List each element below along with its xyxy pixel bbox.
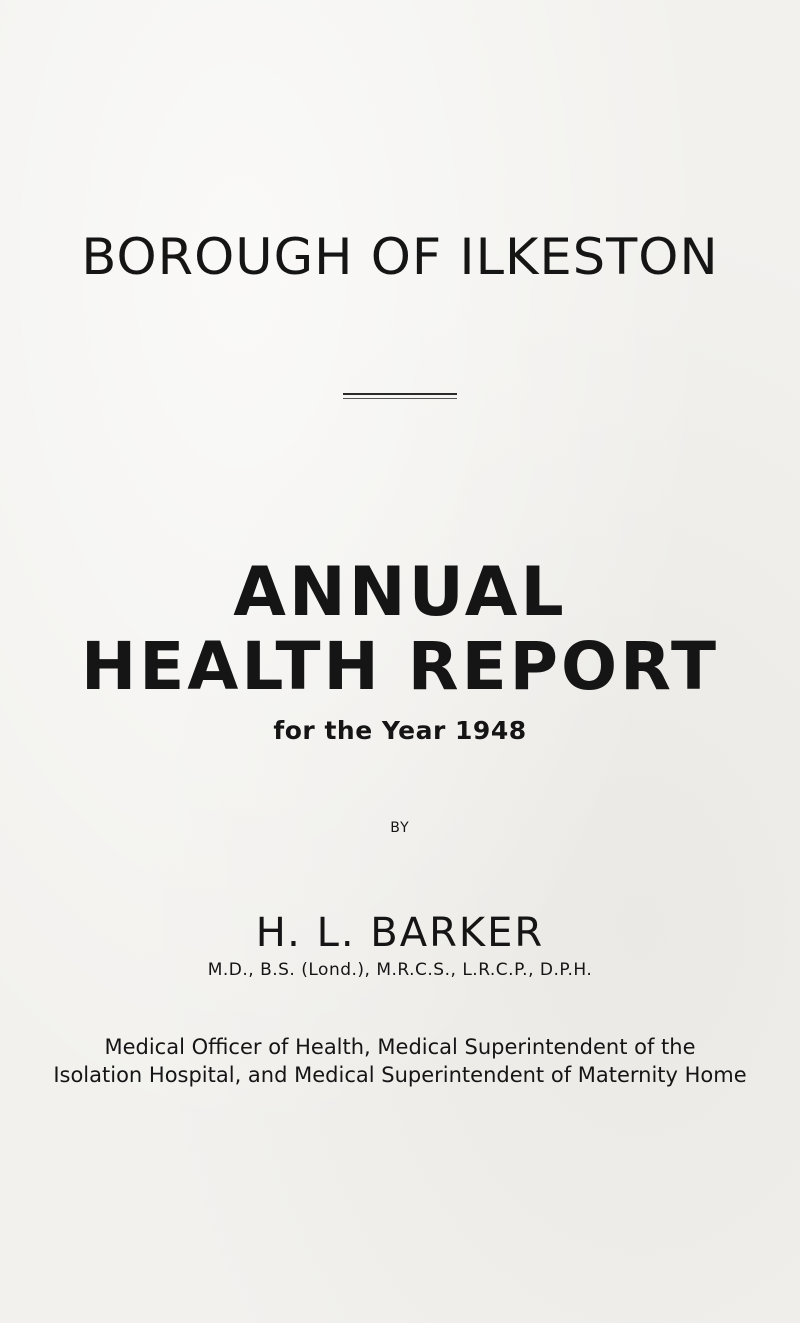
- title-annual: ANNUAL: [233, 553, 567, 632]
- title-health-report: HEALTH REPORT: [80, 628, 720, 705]
- author-name: H. L. BARKER: [255, 910, 545, 956]
- author-role-line-2: Isolation Hospital, and Medical Superintendent of Maternity Home: [53, 1063, 747, 1087]
- borough-heading: BOROUGH OF ILKESTON: [81, 228, 719, 286]
- author-qualifications: M.D., B.S. (Lond.), M.R.C.S., L.R.C.P., D.P.H.: [207, 960, 593, 980]
- by-label: BY: [390, 820, 410, 836]
- report-year: for the Year 1948: [273, 716, 527, 745]
- author-role-line-1: Medical Officer of Health, Medical Superintendent of the: [104, 1035, 696, 1059]
- title-divider-rule: [343, 393, 457, 395]
